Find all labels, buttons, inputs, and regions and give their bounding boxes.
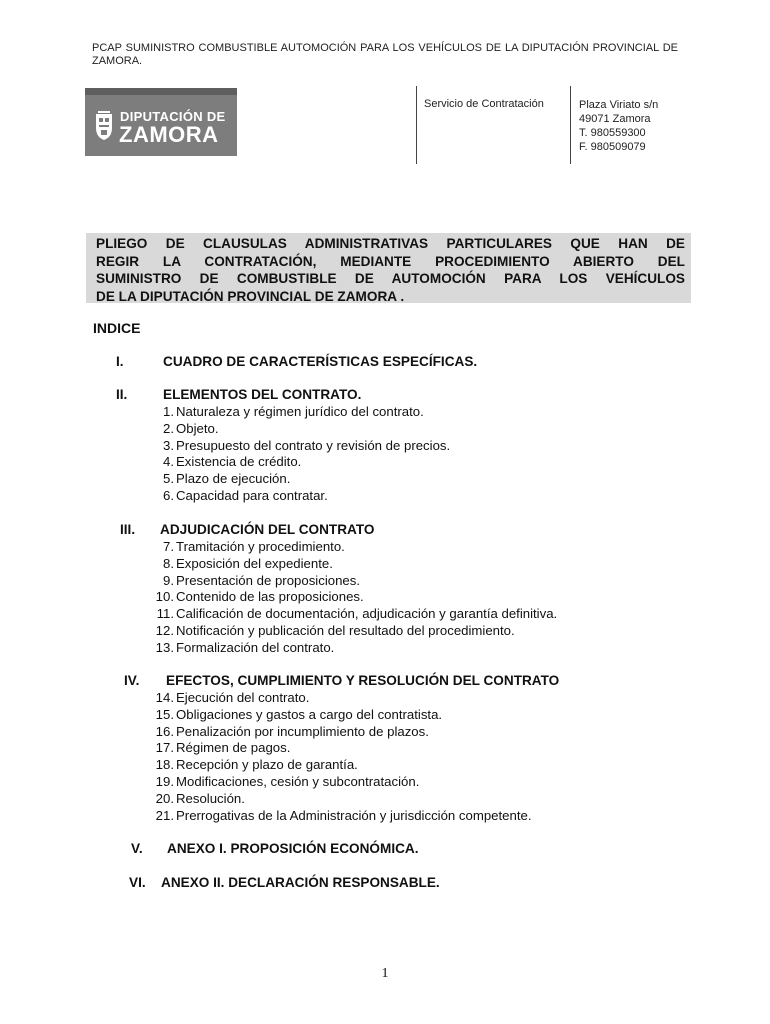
item-text: Plazo de ejecución. xyxy=(176,471,291,487)
item-text: Régimen de pagos. xyxy=(176,740,291,756)
item-text: Calificación de documentación, adjudicación y garantía definitiva. xyxy=(176,606,558,622)
title-line: PLIEGO DE CLAUSULAS ADMINISTRATIVAS PARTICULARES QUE HAN DE xyxy=(96,236,685,251)
contact-address: Plaza Viriato s/n xyxy=(579,99,659,111)
section-title: ADJUDICACIÓN DEL CONTRATO xyxy=(160,522,375,537)
running-header: PCAP SUMINISTRO COMBUSTIBLE AUTOMOCIÓN PARA LOS VEHÍCULOS DE LA DIPUTACIÓN PROVINCIAL DE ZAMORA. xyxy=(92,42,678,67)
title-line: REGIR LA CONTRATACIÓN, MEDIANTE PROCEDIMIENTO ABIERTO DEL xyxy=(96,253,685,269)
item-number: 4. xyxy=(163,454,174,470)
section-numeral: IV. xyxy=(124,673,140,688)
item-text: Modificaciones, cesión y subcontratación. xyxy=(176,773,420,789)
list-item xyxy=(150,623,557,640)
section-items xyxy=(150,690,532,824)
list-item xyxy=(150,757,532,774)
index-heading: INDICE xyxy=(93,320,141,336)
list-item xyxy=(150,808,532,825)
item-number: 2. xyxy=(163,420,174,436)
contact-city: 49071 Zamora xyxy=(579,113,651,125)
list-item xyxy=(150,573,557,590)
item-number: 11. xyxy=(156,606,174,622)
item-number: 6. xyxy=(163,487,174,503)
coat-of-arms-icon xyxy=(92,110,116,142)
item-number: 1. xyxy=(163,404,174,419)
list-item xyxy=(150,724,532,741)
divider-left xyxy=(416,86,417,164)
item-number: 10. xyxy=(155,589,174,605)
item-text: Existencia de crédito. xyxy=(176,454,302,470)
list-item xyxy=(150,707,532,724)
section-items xyxy=(150,539,557,657)
section-title: ANEXO I. PROPOSICIÓN ECONÓMICA. xyxy=(167,841,419,856)
item-text: Exposición del expediente. xyxy=(176,555,333,571)
list-item xyxy=(150,606,557,623)
list-item xyxy=(150,556,557,573)
list-item xyxy=(150,791,532,808)
logo-line1: DIPUTACIÓN DE xyxy=(120,109,226,124)
document-title xyxy=(96,235,685,305)
item-text: Tramitación y procedimiento. xyxy=(176,539,345,554)
list-item xyxy=(150,438,450,455)
section-items xyxy=(150,404,450,505)
logo-line2: ZAMORA xyxy=(119,122,219,147)
section-title: ANEXO II. DECLARACIÓN RESPONSABLE. xyxy=(161,875,440,890)
list-item xyxy=(150,774,532,791)
section-numeral: VI. xyxy=(129,875,146,890)
list-item xyxy=(150,454,450,471)
divider-right xyxy=(570,86,571,164)
item-text: Ejecución del contrato. xyxy=(176,690,310,705)
item-number: 17. xyxy=(155,740,174,756)
section-title: EFECTOS, CUMPLIMIENTO Y RESOLUCIÓN DEL CONTRATO xyxy=(166,673,560,688)
list-item xyxy=(150,690,532,707)
title-line: SUMINISTRO DE COMBUSTIBLE DE AUTOMOCIÓN PARA LOS VEHÍCULOS xyxy=(96,271,685,287)
item-text: Formalización del contrato. xyxy=(176,639,335,655)
item-number: 18. xyxy=(155,757,174,773)
item-text: Naturaleza y régimen jurídico del contrato. xyxy=(176,404,424,419)
section-title: CUADRO DE CARACTERÍSTICAS ESPECÍFICAS. xyxy=(163,354,478,369)
list-item xyxy=(150,471,450,488)
list-item xyxy=(150,404,450,421)
section-numeral: II. xyxy=(116,387,128,402)
item-text: Recepción y plazo de garantía. xyxy=(176,757,358,773)
item-number: 5. xyxy=(163,471,174,487)
item-text: Notificación y publicación del resultado del procedimiento. xyxy=(176,622,515,638)
item-number: 7. xyxy=(163,539,174,554)
item-text: Presentación de proposiciones. xyxy=(176,572,361,588)
item-number: 21. xyxy=(155,807,174,823)
list-item xyxy=(150,740,532,757)
title-line: DE LA DIPUTACIÓN PROVINCIAL DE ZAMORA . xyxy=(96,288,405,304)
item-text: Penalización por incumplimiento de plazos. xyxy=(176,723,429,739)
section-numeral: V. xyxy=(131,841,143,856)
contact-phone: T. 980559300 xyxy=(579,127,646,139)
item-text: Presupuesto del contrato y revisión de precios. xyxy=(176,437,451,453)
service-label: Servicio de Contratación xyxy=(424,98,544,110)
section-numeral: III. xyxy=(120,522,136,537)
contact-fax: F. 980509079 xyxy=(579,141,646,153)
item-number: 14. xyxy=(155,690,174,705)
item-number: 12. xyxy=(155,622,174,638)
list-item xyxy=(150,421,450,438)
section-numeral: I. xyxy=(116,354,124,369)
logo-band xyxy=(85,88,237,95)
item-number: 16. xyxy=(155,723,174,739)
item-number: 3. xyxy=(163,437,174,453)
item-text: Obligaciones y gastos a cargo del contratista. xyxy=(176,706,443,722)
diputacion-logo xyxy=(85,88,237,156)
item-number: 19. xyxy=(155,773,174,789)
item-number: 20. xyxy=(155,790,174,806)
list-item xyxy=(150,640,557,657)
item-text: Objeto. xyxy=(176,420,219,436)
list-item xyxy=(150,539,557,556)
item-number: 13. xyxy=(155,639,174,655)
item-number: 9. xyxy=(163,572,174,588)
contact-block xyxy=(579,98,658,154)
item-text: Capacidad para contratar. xyxy=(176,487,328,503)
list-item xyxy=(150,589,557,606)
list-item xyxy=(150,488,450,505)
item-text: Resolución. xyxy=(176,790,245,806)
section-title: ELEMENTOS DEL CONTRATO. xyxy=(163,387,362,402)
item-number: 8. xyxy=(163,555,174,571)
item-text: Contenido de las proposiciones. xyxy=(176,589,364,605)
page-number: 1 xyxy=(381,966,389,981)
item-text: Prerrogativas de la Administración y jurisdicción competente. xyxy=(176,807,532,823)
item-number: 15. xyxy=(155,706,174,722)
